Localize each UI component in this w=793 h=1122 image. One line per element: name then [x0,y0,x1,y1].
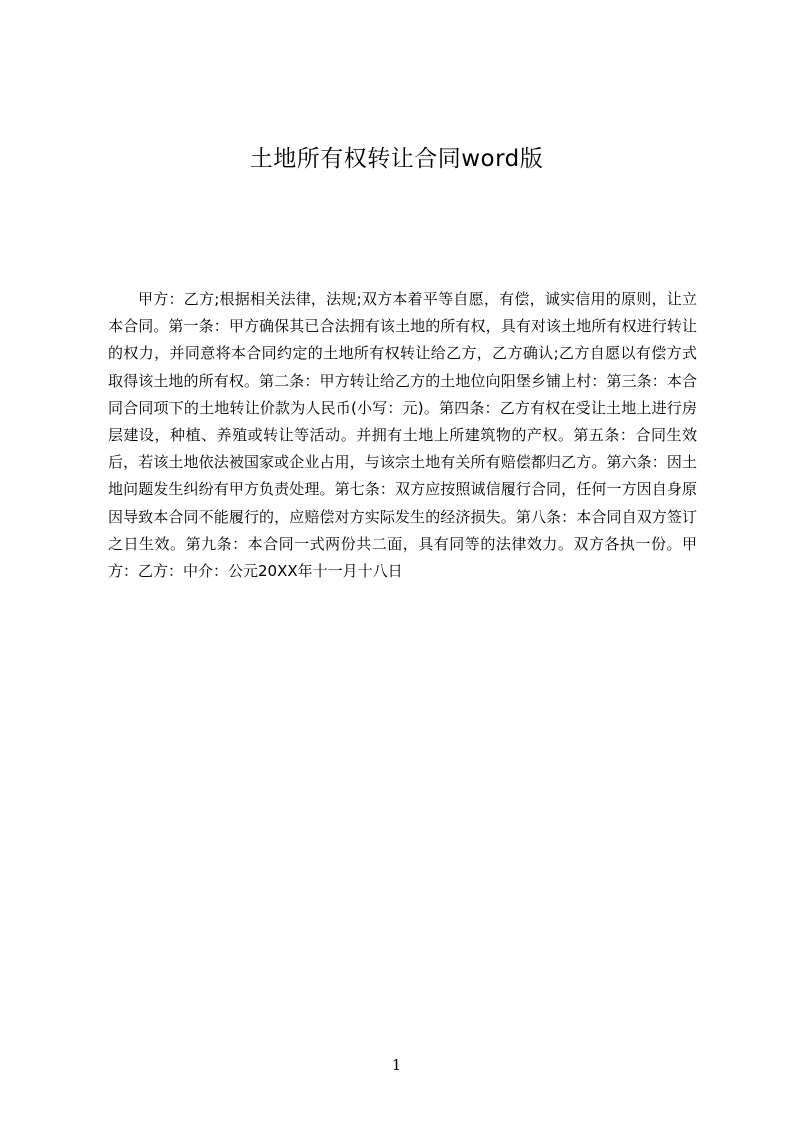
document-body: 甲方：乙方;根据相关法律，法规;双方本着平等自愿，有偿，诚实信用的原则，让立本合同。第一条：甲方确保其已合法拥有该土地的所有权，具有对该土地所有权进行转让的权力，并同意将本合同约定的土地所有权转让给乙方，乙方确认;乙方自愿以有偿方式取得该土地的所有权。第二条：甲方转让给乙方的土地位向阳堡乡铺上村：第三条：本合同合同项下的土地转让价款为人民币(小写：元)。第四条：乙方有权在受让土地上进行房层建设，种植、养殖或转让等活动。并拥有土地上所建筑物的产权。第五条：合同生效后，若该土地依法被国家或企业占用，与该宗土地有关所有赔偿都归乙方。第六条：因土地问题发生纠纷有甲方负责处理。第七条：双方应按照诚信履行合同，任何一方因自身原因导致本合同不能履行的，应赔偿对方实际发生的经济损失。第八条：本合同自双方签订之日生效。第九条：本合同一式两份共二面，具有同等的法律效力。双方各执一份。甲方：乙方：中介：公元20XX年十一月十八日 [108,290,697,581]
page-number: 1 [391,1056,402,1074]
document-title: 土地所有权转让合同word版 [249,146,544,172]
